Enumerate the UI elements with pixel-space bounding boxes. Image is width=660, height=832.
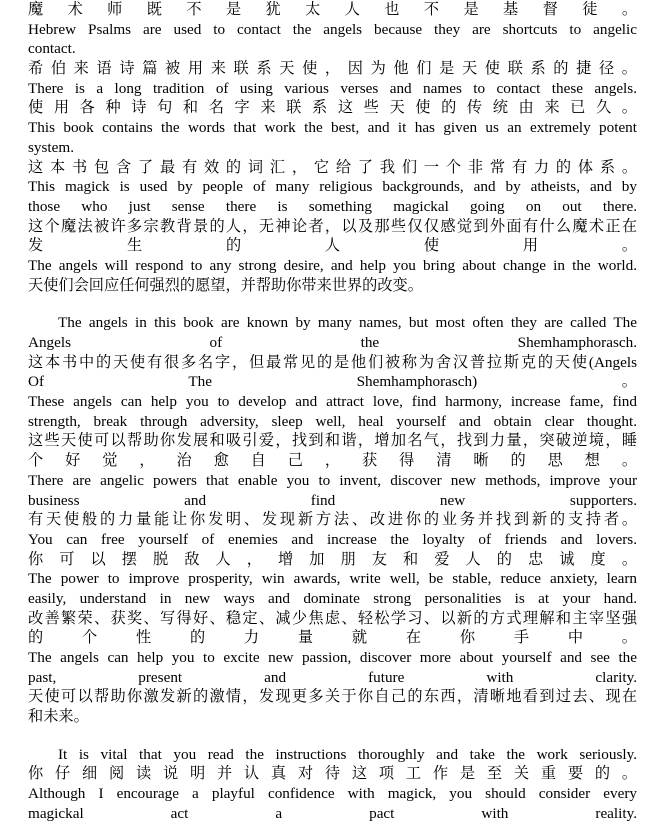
text-line: There is a long tradition of using various verses and names to contact these angels. [28,79,637,97]
text-line: Angels of the Shemhamphorasch. [28,334,637,351]
text-line: Of The Shemhamphorasch) 。 [28,373,637,391]
paragraph [28,313,637,726]
text-line: system. [28,138,74,156]
text-line: 个 好 觉 ， 治 愈 自 己 ， 获 得 清 晰 的 思 想 。 [28,452,637,470]
text-line: past, present and future with clarity. [28,668,637,686]
text-line: 天使们会回应任何强烈的愿望，并帮助你带来世界的改变。 [28,276,423,294]
text-line: 这些天使可以帮助你发展和吸引爱，找到和谐，增加名气，找到力量，突破逆境，睡 [28,432,637,450]
text-line: The angels will respond to any strong desire, and help you bring about change in the world. [28,256,637,274]
text-line: The angels in this book are known by many names, but most often they are called The [58,314,637,332]
text-line: business and find new supporters. [28,491,637,509]
text-line: 发 生 的 人 使 用 。 [28,237,637,255]
document-body [28,0,637,824]
text-line: easily, understand in new ways and dominate strong personalities is at your hand. [28,589,637,607]
text-line: magickal act a pact with reality. [28,804,637,822]
text-line: 和未来。 [28,708,89,726]
text-line: Although I encourage a playful confidence with magick, you should consider every [28,785,637,803]
text-line: 你 仔 细 阅 读 说 明 并 认 真 对 待 这 项 工 作 是 至 关 重 要 的 。 [28,765,637,783]
paragraph-gap [28,727,637,745]
text-line: 的 个 性 的 力 量 就 在 你 手 中 。 [28,629,637,647]
text-line: 天使可以帮助你激发新的激情，发现更多关于你自己的东西，清晰地看到过去、现在 [28,688,637,706]
text-line: contact. [28,40,76,58]
text-line: 这 本 书 包 含 了 最 有 效 的 词 汇 ， 它 给 了 我 们 一 个 非 常 有 力 的 体 系 。 [28,158,637,176]
text-line: 你 可 以 摆 脱 敌 人 ， 增 加 朋 友 和 爱 人 的 忠 诚 度 。 [28,550,637,568]
text-line: This magick is used by people of many religious backgrounds, and by atheists, and by [28,178,637,196]
text-line: It is vital that you read the instructions thoroughly and take the work seriously. [58,745,637,763]
text-line: You can free yourself of enemies and increase the loyalty of friends and lovers. [28,530,637,548]
paragraph-gap [28,295,637,313]
text-line: This book contains the words that work the best, and it has given us an extremely potent [28,119,637,137]
text-line: 希 伯 来 语 诗 篇 被 用 来 联 系 天 使 ， 因 为 他 们 是 天 使 联 系 的 捷 径 。 [28,60,637,78]
text-line: strength, break through adversity, sleep well, heal yourself and obtain clear thought. [28,412,637,430]
text-line: 使 用 各 种 诗 句 和 名 字 来 联 系 这 些 天 使 的 传 统 由 来 已 久 。 [28,99,637,117]
text-line: 改善繁荣、获奖、写得好、稳定、减少焦虑、轻松学习、以新的方式理解和主宰坚强 [28,609,637,627]
text-line: 这个魔法被许多宗教背景的人，无神论者，以及那些仅仅感觉到外面有什么魔术正在 [28,217,637,235]
text-line: those who just sense there is something magickal going on out there. [28,197,637,215]
text-line: The angels can help you to excite new passion, discover more about yourself and see the [28,649,637,666]
text-line: There are angelic powers that enable you to invent, discover new methods, improve your [28,471,637,489]
text-line: These angels can help you to develop and attract love, find harmony, increase fame, find [28,393,637,411]
text-line: 这本书中的天使有很多名字，但最常见的是他们被称为舍汉普拉斯克的天使(Angels [28,353,637,371]
text-line: 魔 术 师 既 不 是 犹 太 人 也 不 是 基 督 徒 。 [28,1,637,18]
paragraph [28,745,637,824]
paragraph [28,0,637,295]
text-line: Hebrew Psalms are used to contact the angels because they are shortcuts to angelic [28,20,637,38]
text-line: The power to improve prosperity, win awards, write well, be stable, reduce anxiety, learn [28,570,637,588]
text-line: 有天使般的力量能让你发明、发现新方法、改进你的业务并找到新的支持者。 [28,511,637,529]
